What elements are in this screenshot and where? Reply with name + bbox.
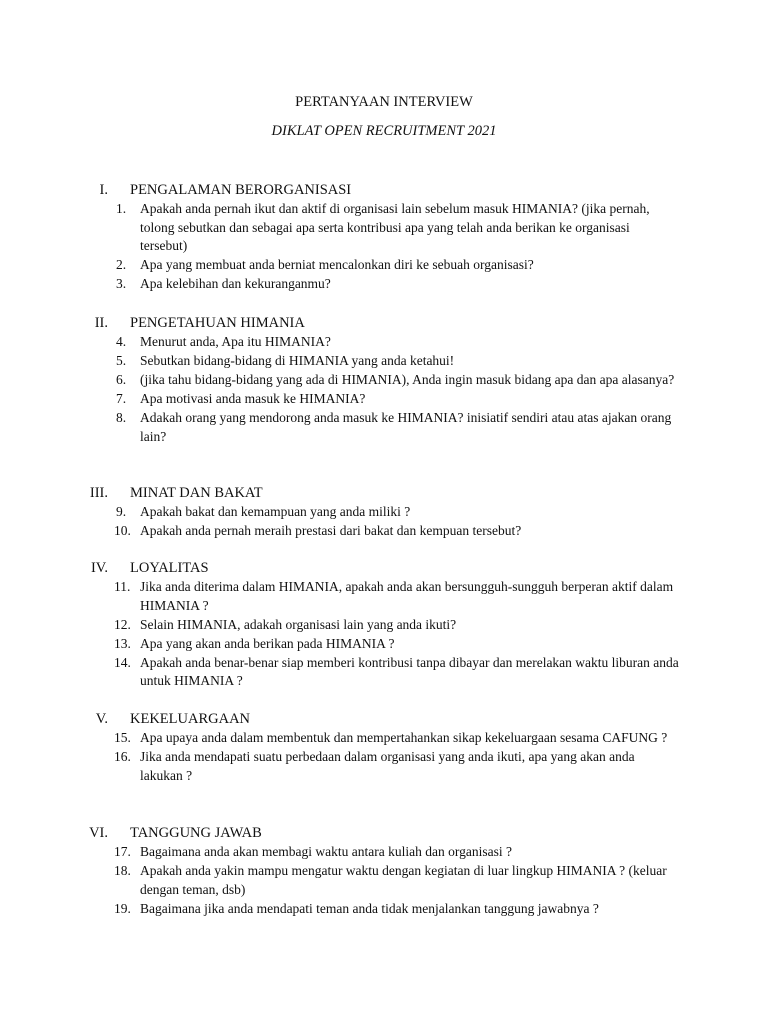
question-item: [116, 409, 680, 446]
question-item: [114, 635, 680, 654]
section-pengetahuan-himania: [0, 314, 768, 447]
question-number: 2.: [116, 257, 127, 273]
question-text: Apa motivasi anda masuk ke HIMANIA?: [140, 391, 366, 407]
section-tanggung-jawab: [0, 824, 768, 919]
section-number: III.: [89, 485, 108, 501]
section-number: I.: [99, 182, 108, 198]
question-number: 6.: [116, 372, 127, 388]
question-item: [116, 256, 680, 275]
question-list: [0, 503, 768, 541]
question-text: Menurut anda, Apa itu HIMANIA?: [140, 334, 331, 349]
question-number: 17.: [114, 844, 131, 859]
question-item: [116, 200, 680, 256]
question-text: Sebutkan bidang-bidang di HIMANIA yang anda ketahui!: [140, 353, 455, 369]
question-text: Apakah anda pernah ikut dan aktif di organisasi lain sebelum masuk HIMANIA? (jika pernah, tolong sebutkan dan sebagai apa serta kontribusi apa yang telah anda berikan ke organisasi tersebut): [140, 201, 650, 254]
section-heading: [0, 559, 768, 578]
section-heading: [0, 824, 768, 843]
question-number: 19.: [114, 900, 131, 916]
question-number: 15.: [114, 730, 131, 745]
question-item: [116, 390, 680, 409]
question-number: 10.: [114, 523, 131, 539]
question-number: 9.: [116, 504, 127, 519]
question-number: 11.: [114, 579, 131, 594]
question-item: [114, 616, 680, 635]
question-number: 3.: [116, 276, 127, 292]
question-number: 18.: [114, 863, 131, 879]
question-text: (jika tahu bidang-bidang yang ada di HIMANIA), Anda ingin masuk bidang apa dan apa alasanya?: [140, 372, 675, 388]
question-number: 8.: [116, 410, 127, 426]
section-title: LOYALITAS: [130, 560, 209, 576]
section-pengalaman-berorganisasi: [0, 181, 768, 294]
question-list: [0, 200, 768, 294]
question-item: [116, 352, 680, 371]
question-list: [0, 578, 768, 691]
question-number: 12.: [114, 616, 131, 632]
question-item: [114, 748, 680, 785]
question-text: Apa yang akan anda berikan pada HIMANIA ?: [140, 635, 395, 651]
question-item: [114, 654, 680, 691]
question-text: Jika anda diterima dalam HIMANIA, apakah anda akan bersungguh-sungguh berperan aktif dalam HIMANIA ?: [140, 579, 674, 613]
question-text: Apakah anda benar-benar siap memberi kontribusi tanpa dibayar dan merelakan waktu liburan anda untuk HIMANIA ?: [140, 654, 679, 689]
section-number: IV.: [90, 560, 108, 576]
section-title: MINAT DAN BAKAT: [130, 485, 263, 501]
question-text: Apakah bakat dan kemampuan yang anda miliki ?: [140, 504, 411, 519]
document-subtitle: DIKLAT OPEN RECRUITMENT 2021: [271, 123, 497, 139]
question-number: 16.: [114, 749, 131, 765]
question-item: [114, 729, 680, 748]
question-item: [116, 503, 680, 522]
section-loyalitas: [0, 559, 768, 692]
question-text: Apa upaya anda dalam membentuk dan mempertahankan sikap kekeluargaan sesama CAFUNG ?: [140, 730, 668, 745]
question-number: 1.: [116, 201, 127, 216]
question-text: Apa yang membuat anda berniat mencalonkan diri ke sebuah organisasi?: [140, 257, 534, 273]
section-number: II.: [94, 315, 108, 331]
section-title: PENGETAHUAN HIMANIA: [130, 315, 305, 331]
question-text: Adakah orang yang mendorong anda masuk ke HIMANIA? inisiatif sendiri atau atas ajakan orang lain?: [140, 410, 672, 444]
question-text: Selain HIMANIA, adakah organisasi lain yang anda ikuti?: [140, 616, 457, 632]
section-heading: [0, 181, 768, 200]
question-item: [116, 275, 680, 294]
question-text: Jika anda mendapati suatu perbedaan dalam organisasi yang anda ikuti, apa yang akan anda lakukan ?: [140, 749, 635, 783]
section-number: VI.: [89, 825, 108, 841]
section-heading: [0, 314, 768, 333]
question-item: [114, 900, 680, 919]
question-list: [0, 729, 768, 785]
question-text: Bagaimana jika anda mendapati teman anda tidak menjalankan tanggung jawabnya ?: [140, 900, 599, 916]
question-text: Bagaimana anda akan membagi waktu antara kuliah dan organisasi ?: [140, 844, 512, 859]
question-item: [114, 578, 680, 615]
question-number: 14.: [114, 654, 131, 670]
question-text: Apakah anda yakin mampu mengatur waktu dengan kegiatan di luar lingkup HIMANIA ? (keluar dengan teman, dsb): [140, 863, 667, 897]
question-item: [116, 333, 680, 352]
section-minat-dan-bakat: [0, 484, 768, 541]
question-number: 5.: [116, 353, 127, 369]
section-title: TANGGUNG JAWAB: [130, 825, 262, 841]
question-text: Apakah anda pernah meraih prestasi dari bakat dan kempuan tersebut?: [140, 523, 522, 539]
question-item: [114, 522, 680, 541]
question-item: [116, 371, 680, 390]
question-number: 7.: [116, 391, 127, 407]
question-item: [114, 862, 680, 899]
section-title: PENGALAMAN BERORGANISASI: [130, 182, 352, 198]
section-kekeluargaan: [0, 710, 768, 786]
section-title: KEKELUARGAAN: [130, 711, 251, 727]
question-list: [0, 333, 768, 447]
question-number: 13.: [114, 635, 131, 651]
section-heading: [0, 710, 768, 729]
question-number: 4.: [116, 334, 127, 349]
question-list: [0, 843, 768, 918]
section-number: V.: [95, 711, 108, 727]
document-title: PERTANYAAN INTERVIEW: [295, 94, 473, 110]
section-heading: [0, 484, 768, 503]
question-item: [114, 843, 680, 862]
question-text: Apa kelebihan dan kekuranganmu?: [140, 276, 331, 292]
